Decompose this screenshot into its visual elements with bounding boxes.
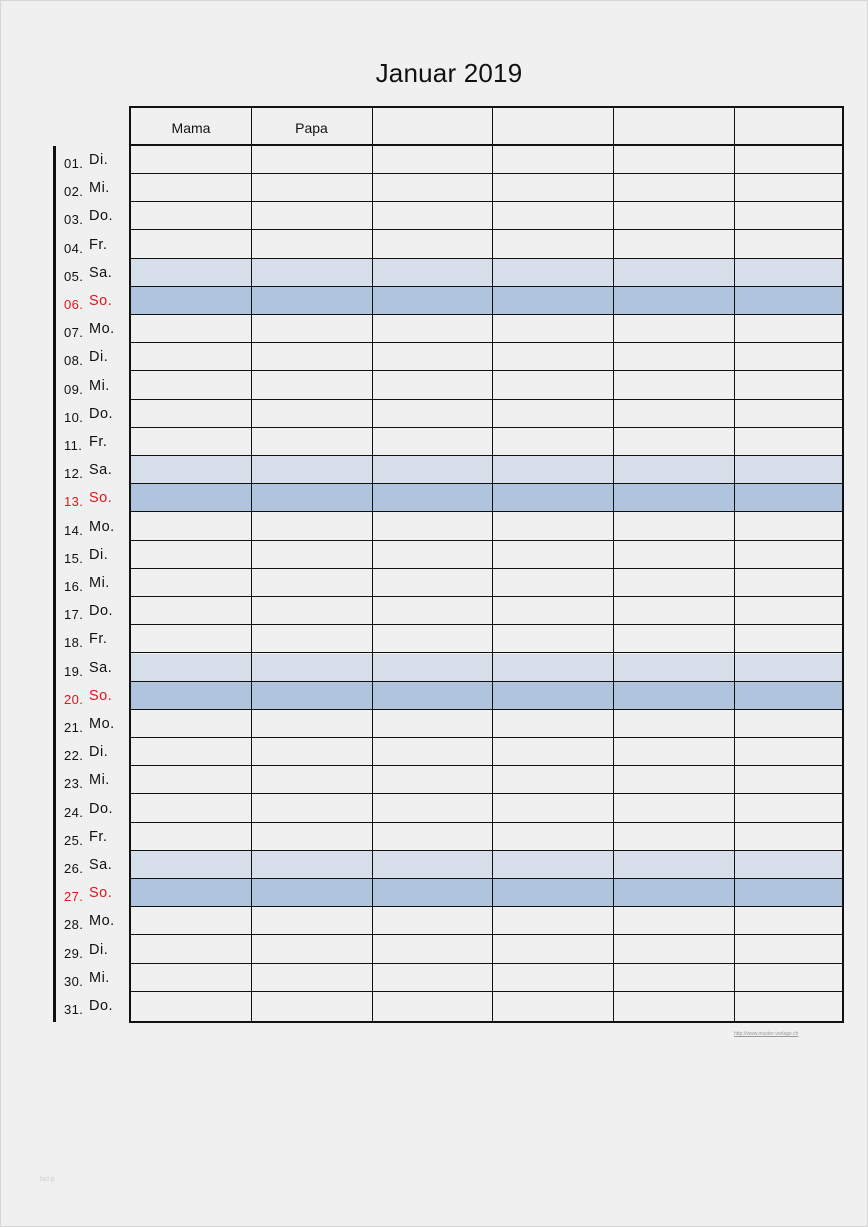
- calendar-title: Januar 2019: [375, 58, 523, 88]
- day-label: [64, 823, 128, 851]
- day-label: [64, 315, 128, 343]
- day-row[interactable]: [131, 766, 842, 794]
- weekday-name: So.: [89, 687, 113, 704]
- day-row[interactable]: [131, 428, 842, 456]
- weekday-name: Mo.: [89, 321, 115, 338]
- weekday-name: Mi.: [89, 969, 110, 986]
- day-label: [64, 146, 128, 174]
- day-number: 28.: [64, 917, 84, 933]
- weekday-name: Fr.: [89, 434, 108, 450]
- day-label: [64, 964, 128, 992]
- day-number: 13.: [64, 494, 84, 510]
- day-row[interactable]: [131, 682, 842, 710]
- day-row[interactable]: [131, 146, 842, 174]
- day-row[interactable]: [131, 710, 842, 738]
- day-number: 20.: [64, 691, 84, 707]
- weekday-name: Di.: [89, 349, 109, 366]
- day-number: 04.: [64, 240, 84, 256]
- day-label: [64, 343, 128, 371]
- day-number: 24.: [64, 804, 84, 820]
- weekday-name: So.: [89, 885, 113, 902]
- weekday-name: Di.: [89, 152, 109, 168]
- day-number: 25.: [64, 832, 84, 848]
- column-header-1: Mama: [171, 120, 211, 136]
- day-row[interactable]: [131, 541, 842, 569]
- day-row[interactable]: [131, 597, 842, 625]
- weekday-name: Fr.: [89, 236, 108, 253]
- day-label: [64, 625, 128, 653]
- weekday-name: Mi.: [89, 772, 110, 789]
- left-vertical-rule: [53, 146, 56, 1022]
- column-header-6: [734, 108, 842, 144]
- day-number: 19.: [64, 663, 84, 679]
- day-row[interactable]: [131, 202, 842, 230]
- corner-mark: hcl p: [40, 1176, 55, 1183]
- day-row[interactable]: [131, 879, 842, 907]
- day-label: [64, 936, 128, 964]
- day-number: 03.: [64, 212, 84, 228]
- day-label: [64, 231, 128, 259]
- weekday-name: Do.: [89, 405, 114, 422]
- column-divider: [613, 108, 614, 1021]
- day-row[interactable]: [131, 738, 842, 766]
- column-header-4: [492, 108, 613, 144]
- weekday-name: Do.: [89, 208, 114, 225]
- day-row[interactable]: [131, 823, 842, 851]
- day-label: [64, 879, 128, 907]
- column-divider: [251, 108, 252, 1021]
- day-label: [64, 851, 128, 879]
- weekday-name: Fr.: [89, 828, 108, 845]
- day-label: [64, 710, 128, 738]
- day-label: [64, 484, 128, 512]
- day-number: 12.: [64, 466, 84, 482]
- day-label: [64, 541, 128, 569]
- weekday-name: Di.: [89, 546, 109, 563]
- day-row[interactable]: [131, 400, 842, 428]
- weekday-name: Mi.: [89, 377, 110, 394]
- day-number: 18.: [64, 635, 84, 651]
- day-label: [64, 174, 128, 202]
- day-number: 01.: [64, 156, 84, 171]
- weekday-name: Mo.: [89, 518, 115, 535]
- day-label: [64, 259, 128, 287]
- day-number: 14.: [64, 522, 84, 538]
- day-label: [64, 400, 128, 428]
- day-row[interactable]: [131, 513, 842, 541]
- weekday-name: So.: [89, 490, 113, 507]
- day-label: [64, 654, 128, 682]
- weekday-name: Mo.: [89, 716, 115, 732]
- day-row[interactable]: [131, 936, 842, 964]
- day-number: 08.: [64, 353, 84, 369]
- weekday-name: Do.: [89, 800, 114, 817]
- day-row[interactable]: [131, 287, 842, 315]
- day-row[interactable]: [131, 484, 842, 512]
- day-number: 16.: [64, 579, 84, 594]
- day-number: 23.: [64, 776, 84, 792]
- day-label: [64, 428, 128, 456]
- day-number: 30.: [64, 973, 84, 989]
- day-row[interactable]: [131, 964, 842, 992]
- day-number: 10.: [64, 409, 84, 425]
- weekday-name: Mo.: [89, 913, 115, 930]
- day-number: 26.: [64, 861, 84, 876]
- day-label: [64, 202, 128, 230]
- day-number: 15.: [64, 550, 84, 566]
- day-label: [64, 795, 128, 823]
- column-header-2: Papa: [295, 120, 328, 136]
- day-row[interactable]: [131, 851, 842, 879]
- calendar-grid: [129, 106, 844, 1023]
- weekday-name: So.: [89, 293, 113, 309]
- weekday-name: Mi.: [89, 180, 110, 197]
- day-row[interactable]: [131, 569, 842, 597]
- weekday-name: Sa.: [89, 264, 113, 281]
- weekday-name: Fr.: [89, 631, 108, 648]
- day-row[interactable]: [131, 795, 842, 823]
- day-row[interactable]: [131, 456, 842, 484]
- day-label: [64, 287, 128, 315]
- day-number: 27.: [64, 889, 84, 905]
- day-label: [64, 738, 128, 766]
- day-number: 22.: [64, 748, 84, 764]
- column-divider: [492, 108, 493, 1021]
- day-number: 05.: [64, 268, 84, 284]
- day-row[interactable]: [131, 259, 842, 287]
- weekday-name: Sa.: [89, 659, 113, 676]
- day-row[interactable]: [131, 992, 842, 1020]
- day-row[interactable]: [131, 907, 842, 935]
- day-label: [64, 513, 128, 541]
- day-row[interactable]: [131, 372, 842, 400]
- day-row[interactable]: [131, 231, 842, 259]
- day-row[interactable]: [131, 654, 842, 682]
- day-number: 31.: [64, 1002, 84, 1017]
- weekday-name: Sa.: [89, 462, 113, 479]
- weekday-name: Di.: [89, 744, 109, 761]
- grid-header-row: [131, 108, 842, 146]
- day-number: 17.: [64, 607, 84, 623]
- weekday-name: Mi.: [89, 575, 110, 591]
- day-label: [64, 597, 128, 625]
- weekday-name: Sa.: [89, 857, 113, 873]
- day-row[interactable]: [131, 343, 842, 371]
- day-number: 09.: [64, 381, 84, 397]
- weekday-name: Do.: [89, 998, 114, 1014]
- day-label: [64, 372, 128, 400]
- column-header-5: [613, 108, 734, 144]
- day-label: [64, 907, 128, 935]
- day-label: [64, 456, 128, 484]
- day-number: 07.: [64, 325, 84, 341]
- weekday-name: Do.: [89, 603, 114, 620]
- weekday-name: Di.: [89, 941, 109, 958]
- day-label: [64, 569, 128, 597]
- day-row[interactable]: [131, 315, 842, 343]
- day-label: [64, 682, 128, 710]
- column-divider: [372, 108, 373, 1021]
- day-number: 06.: [64, 297, 84, 312]
- column-header-3: [372, 108, 492, 144]
- day-label: [64, 766, 128, 794]
- day-row[interactable]: [131, 625, 842, 653]
- source-link[interactable]: http://www.muster-vorlage.ch: [734, 1031, 799, 1037]
- column-divider: [734, 108, 735, 1021]
- day-number: 29.: [64, 945, 84, 961]
- day-label: [64, 992, 128, 1020]
- day-number: 21.: [64, 720, 84, 735]
- day-number: 02.: [64, 184, 84, 200]
- day-row[interactable]: [131, 174, 842, 202]
- day-number: 11.: [64, 438, 83, 453]
